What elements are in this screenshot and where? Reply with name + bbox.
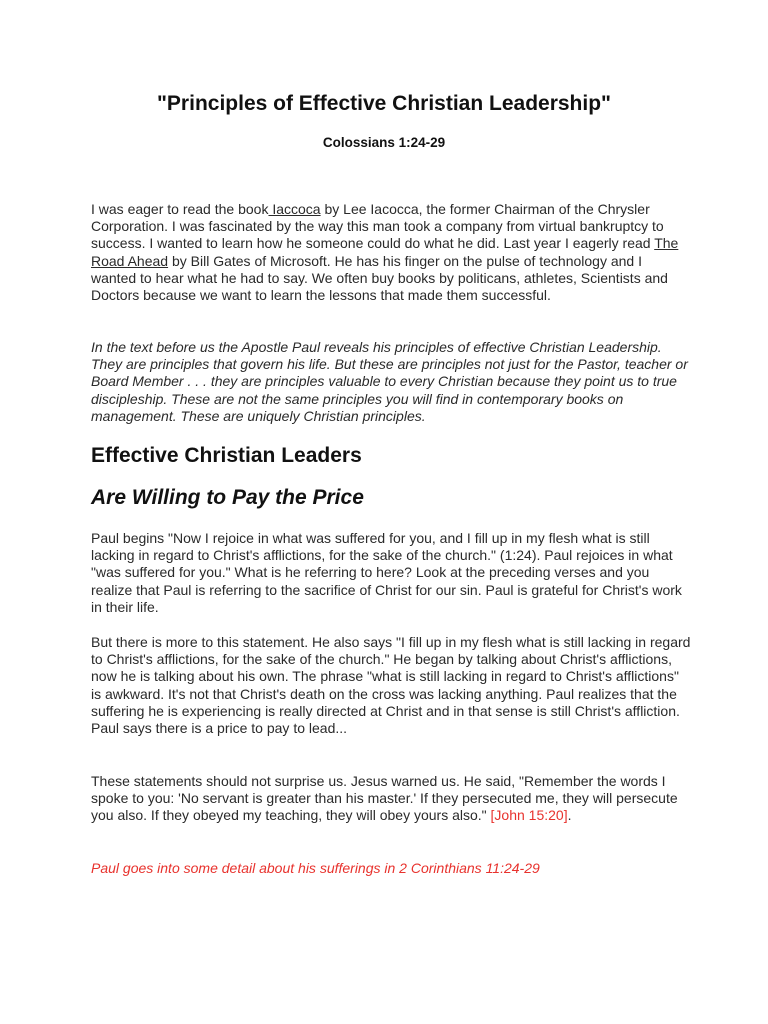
paragraph-3-end: . xyxy=(567,807,572,824)
body-paragraph-2: But there is more to this statement. He also says "I fill up in my flesh what is still lacking in regard to Christ's afflictions, for the sake of the church." He began by talking about Christ's afflictions, now he is talking about his own. The phrase "what is still lacking in regard to Christ's afflictions" is awkward. It's not that Christ's death on the cross was lacking anything. Paul realizes that the suffering he is experiencing is really directed at Christ and in that sense is still Christ's affliction. Paul says there is a price to pay to lead... xyxy=(91,634,691,737)
book-link-the-road-ahead[interactable]: The Road Ahead xyxy=(91,235,679,269)
intro-text-end: by Bill Gates of Microsoft. He has his finger on the pulse of technology and I wanted to hear what he had to say. We often buy books by politicans, athletes, Scientists and Doctors because we want to learn the lessons that made them successful. xyxy=(91,252,668,304)
scripture-reference: Colossians 1:24-29 xyxy=(322,135,446,150)
section-heading: Effective Christian Leaders xyxy=(91,444,362,467)
body-paragraph-3 xyxy=(91,773,691,825)
document-title: "Principles of Effective Christian Leadership" xyxy=(156,92,612,115)
intro-text-middle: by Lee Iacocca, the former Chairman of the Chrysler Corporation. I was fascinated by the way this man took a company from virtual bankruptcy to success. I wanted to learn how he someone could do what he did. Last year I eagerly read xyxy=(91,201,664,252)
paragraph-3-text: These statements should not surprise us. Jesus warned us. He said, "Remember the words I spoke to you: 'No servant is greater than his master.' If they persecuted me, they will persecute you also. If they obeyed my teaching, they will obey yours also." xyxy=(91,773,678,824)
red-note-paragraph: Paul goes into some detail about his sufferings in 2 Corinthians 11:24-29 xyxy=(91,860,540,876)
book-link-iaccoca[interactable]: Iaccoca xyxy=(268,201,321,217)
intro-paragraph xyxy=(91,201,691,304)
body-paragraph-1: Paul begins "Now I rejoice in what was suffered for you, and I fill up in my flesh what is still lacking in regard to Christ's afflictions, for the sake of the church." (1:24). Paul rejoices in what "was suffered for you." What is he referring to here? Look at the preceding verses and you realize that Paul is referring to the sacrifice of Christ for our sin. Paul is grateful for Christ's work in their life. xyxy=(91,530,682,615)
intro-text-start: I was eager to read the book xyxy=(91,201,269,217)
scripture-link-john[interactable]: [John 15:20] xyxy=(490,807,568,824)
section-subheading: Are Willing to Pay the Price xyxy=(91,486,364,509)
italic-intro-paragraph: In the text before us the Apostle Paul reveals his principles of effective Christian Leadership. They are principles that govern his life. But these are principles not just for the Pastor, teacher or Board Member . . . they are principles valuable to every Christian because they point us to true discipleship. These are not the same principles you will find in contemporary books on management. These are uniquely Christian principles. xyxy=(91,339,688,424)
